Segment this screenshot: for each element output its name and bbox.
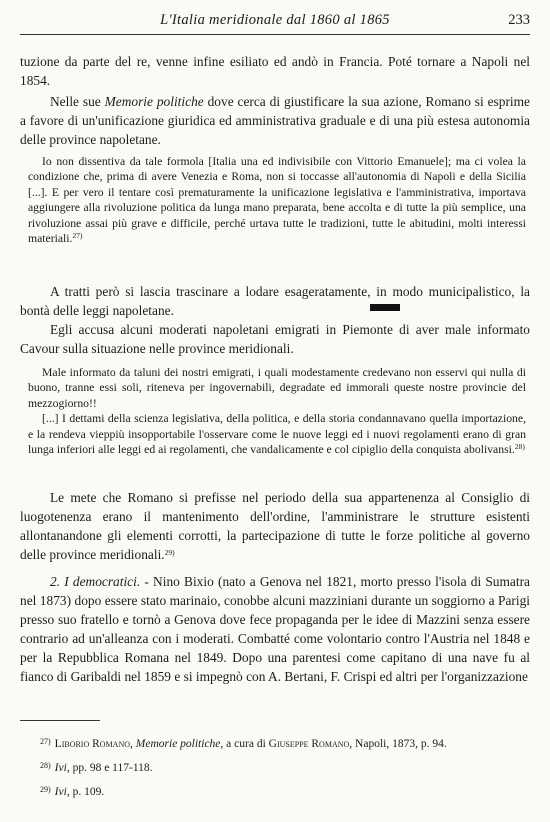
footnote-divider bbox=[20, 720, 100, 721]
paragraph-text: Egli accusa alcuni moderati napoletani emigrati in Piemonte di aver male informato Cavour sulla situazione nelle province meridionali. bbox=[20, 322, 530, 356]
footnote-ref: 29) bbox=[164, 548, 175, 557]
footnote-27 bbox=[20, 731, 530, 755]
footnote-author: Liborio Romano bbox=[54, 738, 131, 750]
paragraph-mete bbox=[20, 488, 530, 564]
footnote-mark: 29) bbox=[40, 785, 51, 794]
paragraph-democratici bbox=[20, 572, 530, 686]
footnote-mark: 28) bbox=[40, 761, 51, 770]
footnote-ref: 27) bbox=[72, 231, 83, 241]
footnote-separator: , bbox=[130, 738, 136, 750]
paragraph-text-end: dove cerca di giustificare la sua azione, Romano si esprime a favore di un'unificazione giuridica ed amministrativa graduale e di una più estesa autonomia delle province napoletane. bbox=[20, 94, 531, 147]
quote-text bbox=[28, 411, 526, 457]
paragraph-text bbox=[20, 488, 530, 564]
section-heading: 2. I democratici. bbox=[50, 574, 141, 589]
footnote-mark: 27) bbox=[40, 737, 51, 746]
block-quote-2 bbox=[28, 365, 526, 457]
paragraph-body: Le mete che Romano si prefisse nel periodo della sua appartenenza al Consiglio di luogotenenza erano il mantenimento dell'ordine, l'amministrare le strutture esistenti allontanandone gli elementi corrotti, la partecipazione di tutte le forze politiche al governo delle province meridionali. bbox=[20, 490, 530, 562]
quote-body: Io non dissentiva da tale formola [Italia una ed indivisibile con Vittorio Emanuele]; ma ci volea la condizione che, prima di avere Venezia e Roma, non si toccasse all'autonomia di Napoli e della Sicilia [...]. E per vero il tentare così prematuramente la unificazione legislativa e l'amministrativa, importava aggiungere alla rivoluzione politica da lunga mano preparata, bene accolta e di tutte la più semplice, una rivoluzione assai più grave e difficile, perché urtava tutte le tradizioni, tutte le abitudini, molti interessi materiali. bbox=[28, 155, 526, 246]
footnote-rest: , p. 109. bbox=[66, 786, 105, 798]
footnote-ivi: Ivi bbox=[54, 762, 67, 774]
paragraph-text bbox=[20, 572, 530, 686]
paragraph-lodare bbox=[20, 282, 530, 358]
footnote-29 bbox=[20, 779, 530, 803]
quote-text: Male informato da taluni dei nostri emigrati, i quali modestamente credevano non esservi qui nulla di buono, tranne essi soli, riteneva per ingovernabili, degradate ed immorali queste nostre provincie del mezzogiorno!! bbox=[28, 366, 526, 410]
quote-text bbox=[28, 154, 526, 246]
quote-body: [...] I dettami della scienza legislativa, della politica, e della storia condannavano quella importazione, e la rendeva vieppiù insopportabile l'osservare come le nuove leggi ed i nuovi regolamenti erano di gran lunga inferiori alle leggi ed ai regolamenti, che vandalicamente e col cipiglio della conquista abolivansi. bbox=[28, 412, 526, 457]
footnotes bbox=[20, 731, 530, 803]
footnote-rest: , pp. 98 e 117-118. bbox=[66, 762, 153, 774]
paragraph-text-start: Nelle sue bbox=[50, 94, 105, 109]
footnote-ivi: Ivi bbox=[54, 786, 67, 798]
paragraph-body: - Nino Bixio (nato a Genova nel 1821, morto presso l'isola di Sumatra nel 1873) dopo essere stato marinaio, conobbe alcuni mazziniani durante un soggiorno a Parigi presso suo fratello e tornò a Genova dove fece propaganda per le idee di Mazzini senza essere contrario ad un'alleanza con i moderati. Combatté come volontario contro l'Austria nel 1848 e per la Repubblica Romana nel 1849. Dopo una parentesi come capitano di una nave fu al fianco di Garibaldi nel 1859 e si impegnò con A. Bertani, F. Crispi ed altri per l'organizzazione bbox=[20, 574, 530, 684]
paragraph-text: tuzione da parte del re, venne infine esiliato ed andò in Francia. Poté tornare a Napoli nel 1854. bbox=[20, 54, 530, 88]
book-title: Memorie politiche bbox=[104, 94, 204, 109]
footnote-ref: 28) bbox=[514, 442, 525, 452]
running-title: L'Italia meridionale dal 1860 al 1865 bbox=[160, 12, 390, 28]
paragraph-continuation bbox=[20, 52, 530, 90]
footnote-middle: , a cura di bbox=[220, 738, 269, 750]
paragraph-text: A tratti però si lascia trascinare a lodare esageratamente, in modo municipalistico, la bontà delle leggi napoletane. bbox=[20, 284, 530, 318]
page-header bbox=[20, 12, 530, 35]
paragraph-text bbox=[20, 92, 530, 149]
footnote-28 bbox=[20, 755, 530, 779]
footnote-editor: Giuseppe Romano bbox=[268, 738, 350, 750]
footnote-title: Memorie politiche bbox=[135, 738, 221, 750]
page-number: 233 bbox=[508, 12, 530, 28]
block-quote-1 bbox=[28, 154, 526, 246]
footnote-rest: , Napoli, 1873, p. 94. bbox=[349, 738, 447, 750]
redaction-mark bbox=[370, 304, 400, 311]
paragraph-memorie bbox=[20, 92, 530, 149]
